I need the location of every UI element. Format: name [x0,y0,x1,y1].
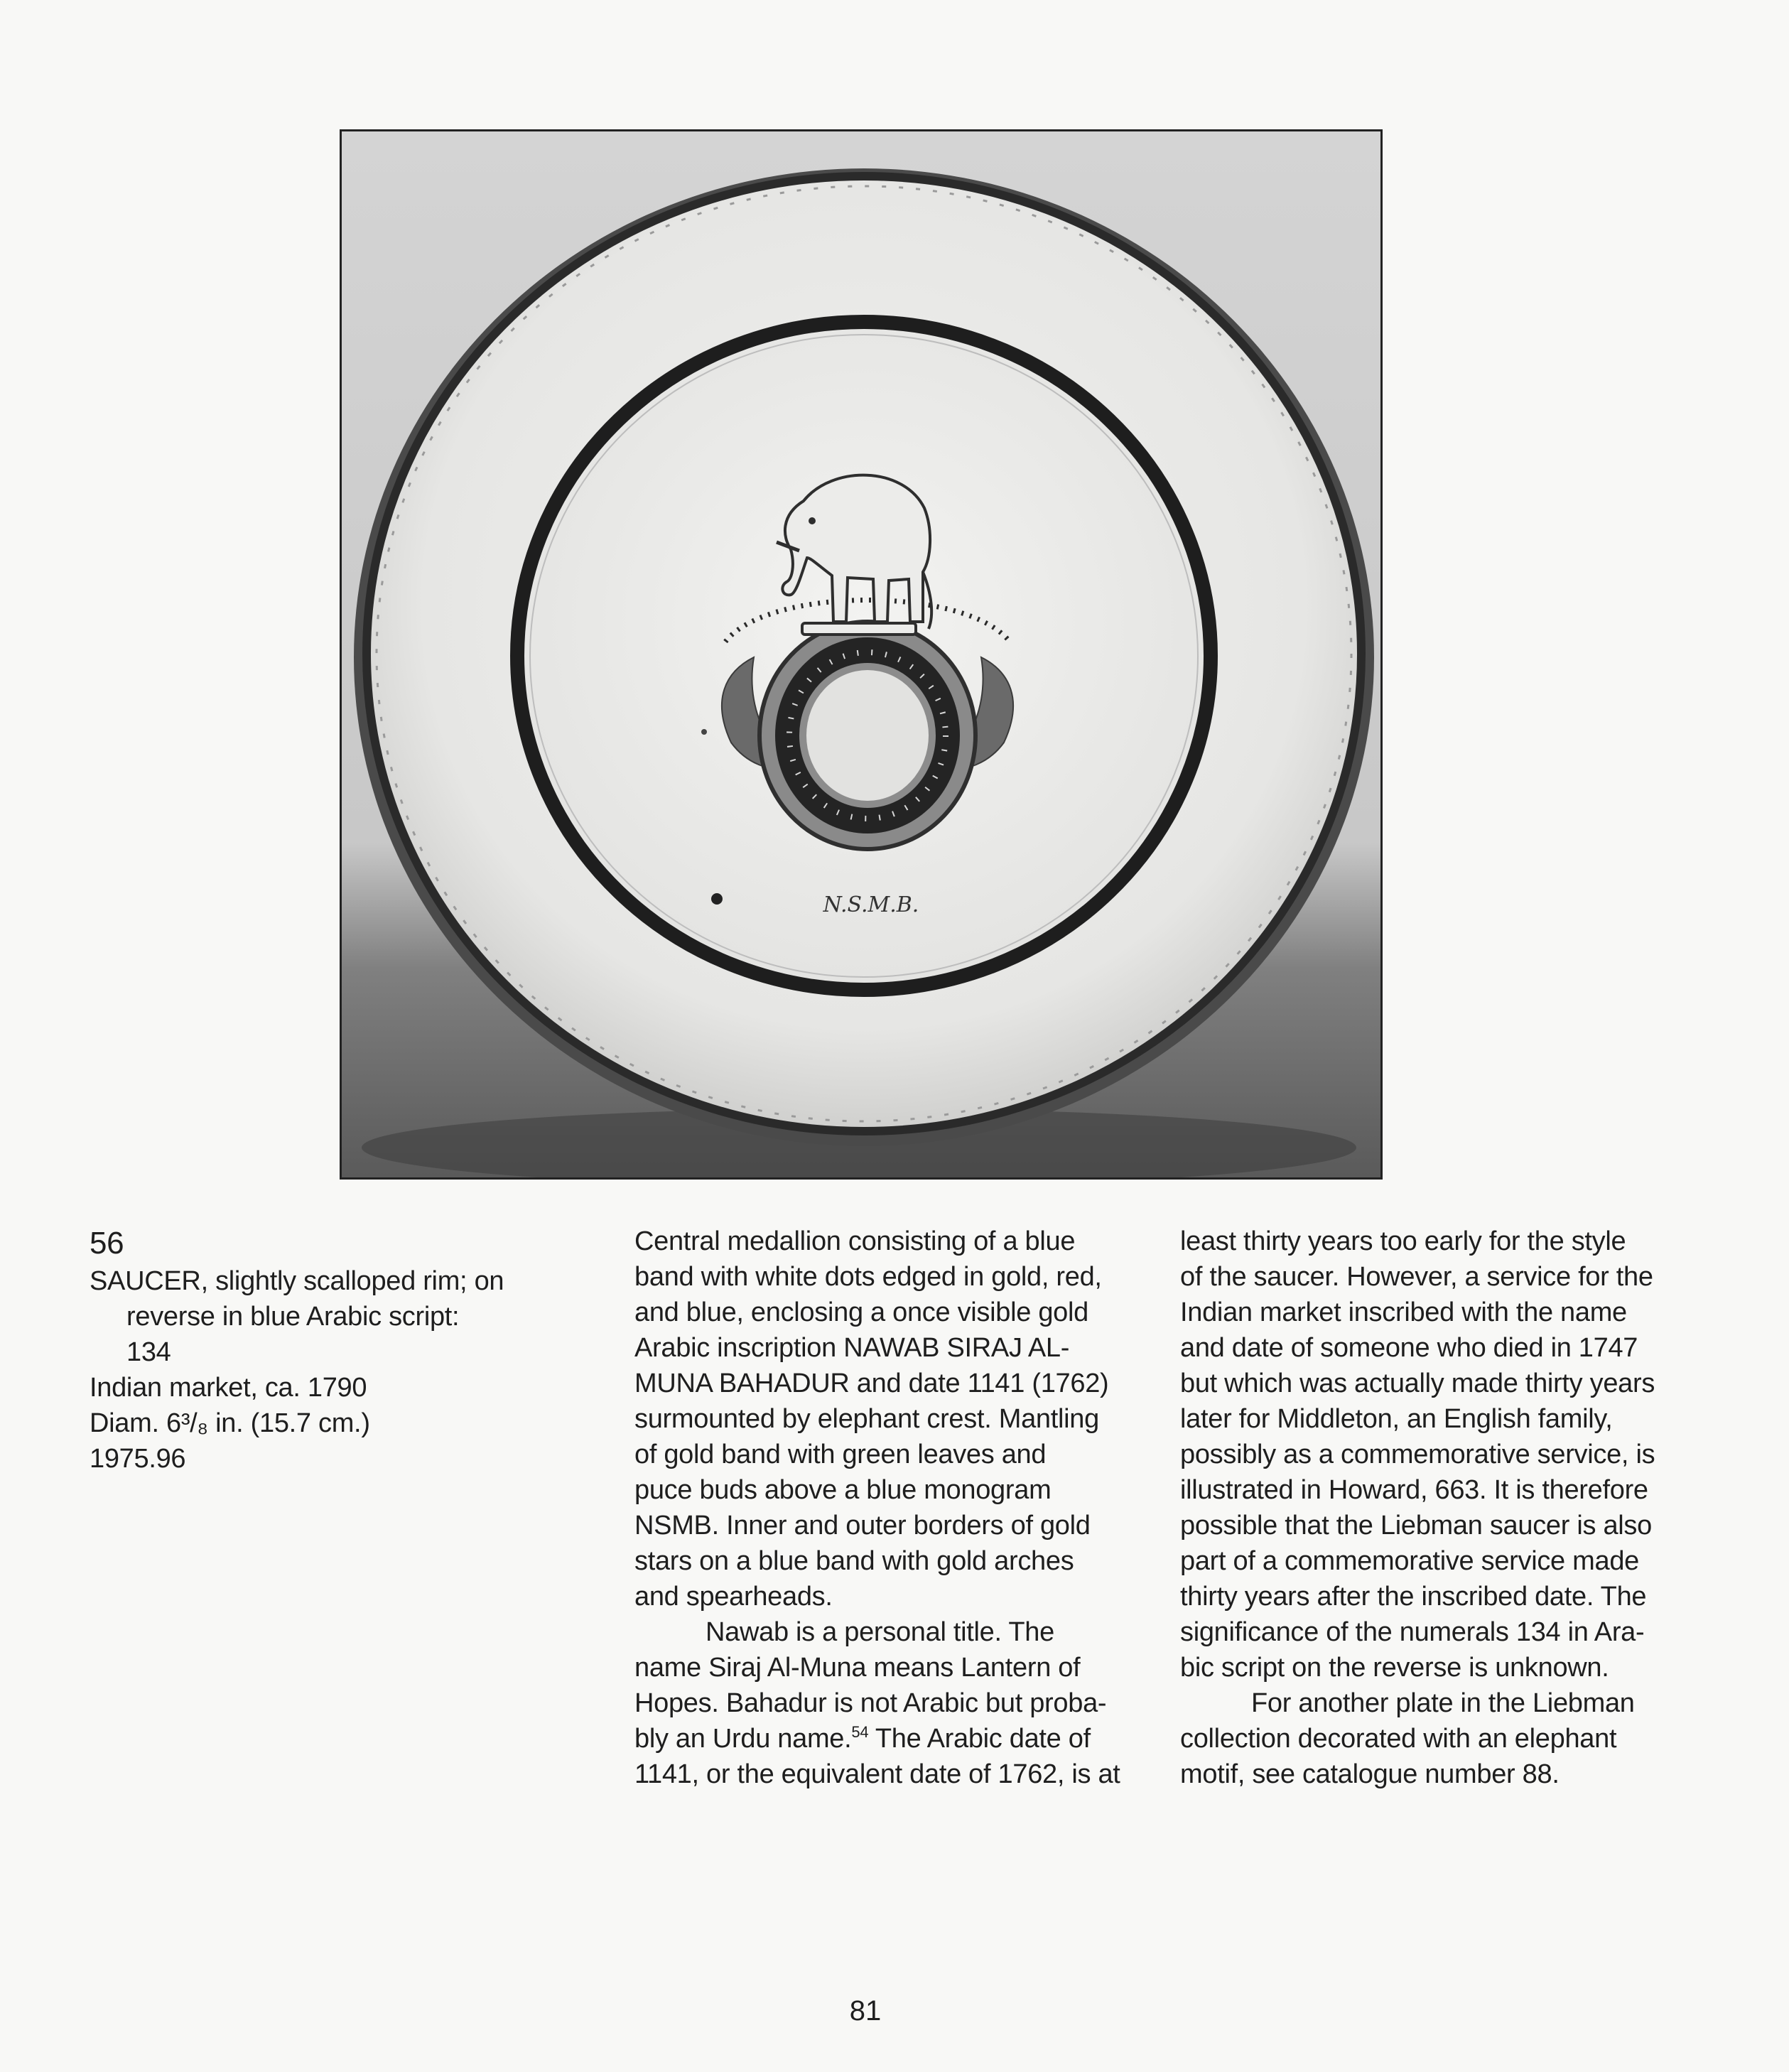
text-line: MUNA BAHADUR and date 1141 (1762) [634,1369,1109,1398]
text-line: but which was actually made thirty years [1180,1369,1655,1398]
footnote-reference: 54 [851,1723,869,1741]
text-line: NSMB. Inner and outer borders of gold [634,1511,1091,1540]
text-line: possible that the Liebman saucer is also [1180,1511,1652,1540]
text-line: and spearheads. [634,1582,833,1612]
body-column-middle [634,1224,1146,1792]
text-line: 1141, or the equivalent date of 1762, is at [634,1759,1120,1789]
text-line: collection decorated with an elephant [1180,1724,1617,1754]
catalogue-number: 56 [90,1226,124,1261]
caption-line: 1975.96 [90,1444,186,1474]
text-line: bic script on the reverse is unknown. [1180,1653,1609,1683]
text-line: later for Middleton, an English family, [1180,1404,1613,1434]
text-line: name Siraj Al-Muna means Lantern of [634,1653,1081,1683]
text-span: bly an Urdu name. [634,1724,852,1754]
page-number: 81 [849,1995,882,2027]
text-line: surmounted by elephant crest. Mantling [634,1404,1099,1434]
body-column-right [1180,1224,1692,1792]
caption-line: Diam. 6³/₈ in. (15.7 cm.) [90,1408,370,1438]
text-line: thirty years after the inscribed date. The [1180,1582,1647,1612]
text-line: least thirty years too early for the style [1180,1226,1626,1256]
text-line: of the saucer. However, a service for the [1180,1262,1653,1292]
text-line: stars on a blue band with gold arches [634,1546,1074,1576]
text-line [634,1721,1146,1757]
caption-line: reverse in blue Arabic script: [126,1302,460,1332]
text-line: Arabic inscription NAWAB SIRAJ AL- [634,1333,1070,1363]
text-line: Hopes. Bahadur is not Arabic but proba- [634,1688,1107,1718]
caption-line: 134 [126,1337,171,1367]
text-line: Nawab is a personal title. The [706,1617,1054,1647]
text-line: and date of someone who died in 1747 [1180,1333,1638,1363]
text-line: band with white dots edged in gold, red, [634,1262,1102,1292]
text-line: part of a commemorative service made [1180,1546,1639,1576]
text-line: significance of the numerals 134 in Ara- [1180,1617,1645,1647]
text-line: Indian market inscribed with the name [1180,1297,1627,1327]
caption-line: SAUCER, slightly scalloped rim; on [90,1266,504,1296]
text-line: and blue, enclosing a once visible gold [634,1297,1088,1327]
text-line: Central medallion consisting of a blue [634,1226,1076,1256]
text-line: motif, see catalogue number 88. [1180,1759,1560,1789]
saucer-photograph [340,129,1383,1180]
text-line: puce buds above a blue monogram [634,1475,1052,1505]
monogram-text: N.S.M.B. [823,892,919,917]
text-span: The Arabic date of [868,1724,1091,1754]
caption-line: Indian market, ca. 1790 [90,1373,367,1403]
text-line: illustrated in Howard, 663. It is therefore [1180,1475,1648,1505]
caption-column [90,1224,530,1477]
text-line: For another plate in the Liebman [1251,1688,1635,1718]
text-line: of gold band with green leaves and [634,1440,1047,1469]
text-line: possibly as a commemorative service, is [1180,1440,1655,1469]
